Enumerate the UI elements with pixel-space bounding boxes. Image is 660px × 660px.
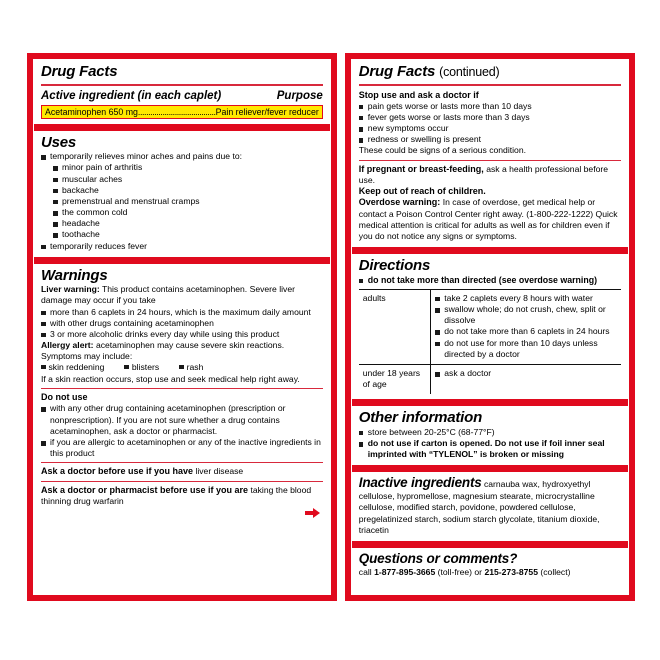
- uses-lead-list: [41, 151, 323, 162]
- ask-doctor-label: Ask a doctor before use if you have: [41, 466, 194, 477]
- list-item: minor pain of arthritis: [53, 162, 323, 173]
- inactive-ingredients-text: carnauba wax, hydroxyethyl cellulose, hypromellose, magnesium stearate, microcrystalline cellulose, modified starch, povidone, powdered cellulose, pregelatinized starch, sodium starch glycolate, titanium dioxide, triacetin: [358, 479, 600, 535]
- square-bullet-icon: [41, 365, 46, 370]
- list-item: ask a doctor: [435, 368, 617, 379]
- minor-instruction-list: [435, 368, 617, 379]
- drug-facts-title: Drug Facts: [358, 63, 436, 80]
- section-divider: [352, 399, 628, 406]
- leader-dots: ......................................: [137, 106, 216, 117]
- section-other-information: [352, 406, 628, 465]
- active-ingredient-heading-row: [41, 90, 323, 103]
- age-group-cell: under 18 years of age: [359, 365, 431, 395]
- section-questions: [352, 548, 628, 594]
- list-item: muscular aches: [53, 174, 323, 185]
- collect-label: (collect): [540, 566, 571, 577]
- directions-lead-list: [359, 275, 621, 286]
- allergy-alert: [41, 340, 323, 362]
- left-panel: [27, 53, 337, 601]
- age-group-cell: adults: [359, 289, 431, 364]
- allergy-symptoms-list: [41, 362, 323, 374]
- list-item: blisters: [131, 362, 160, 373]
- active-ingredient-purpose: Pain reliever/fever reducer: [215, 106, 319, 117]
- right-panel: [345, 53, 635, 601]
- section-warnings: [34, 264, 330, 594]
- ask-doctor-text: liver disease: [195, 466, 244, 477]
- section-divider: [352, 465, 628, 472]
- stop-use-heading: Stop use and ask a doctor if: [358, 89, 479, 100]
- square-bullet-icon: [179, 365, 184, 370]
- pregnancy-text: ask a health professional before use.: [358, 163, 609, 185]
- title-rule: [359, 84, 621, 86]
- pregnancy-line: [359, 164, 621, 186]
- section-divider: [34, 257, 330, 264]
- continuation-arrow-row: [41, 507, 323, 519]
- section-stop-use: [352, 60, 628, 247]
- list-item: premenstrual and menstrual cramps: [53, 196, 323, 207]
- warnings-rule: [41, 388, 323, 389]
- uses-heading: Uses: [41, 133, 77, 151]
- list-item: 3 or more alcoholic drinks every day while using this product: [41, 329, 323, 340]
- keep-out-of-reach: Keep out of reach of children.: [358, 186, 486, 197]
- do-not-use-heading: Do not use: [41, 392, 88, 403]
- pregnancy-label: If pregnant or breast-feeding,: [358, 163, 484, 174]
- ask-pharmacist-text: taking the blood thinning drug warfarin: [41, 484, 312, 506]
- active-ingredient-row: [41, 105, 323, 119]
- liver-warning-list: [41, 307, 323, 341]
- list-item: temporarily reduces fever: [41, 241, 323, 252]
- list-item: take 2 caplets every 8 hours with water: [435, 293, 617, 304]
- toll-free-number[interactable]: 1-877-895-3665: [374, 566, 436, 577]
- list-item: do not use if carton is opened. Do not use if foil inner seal imprinted with “TYLENOL” is broken or missing: [359, 438, 621, 460]
- allergy-alert-label: Allergy alert:: [41, 340, 94, 351]
- section-active-ingredient: [34, 60, 330, 124]
- list-item: rash: [186, 362, 204, 373]
- ask-pharmacist-label: Ask a doctor or pharmacist before use if you are: [41, 484, 249, 495]
- list-item: fever gets worse or lasts more than 3 days: [359, 112, 621, 123]
- table-row: [359, 365, 621, 395]
- list-item: if you are allergic to acetaminophen or any of the inactive ingredients in this product: [41, 437, 323, 459]
- warnings-rule: [41, 462, 323, 463]
- questions-contact-line: [359, 567, 621, 578]
- liver-warning-label: Liver warning:: [41, 284, 100, 295]
- warnings-heading: Warnings: [41, 266, 108, 284]
- continued-label: (continued): [439, 65, 500, 79]
- warnings-rule: [41, 481, 323, 482]
- stop-use-closing: These could be signs of a serious condition.: [358, 145, 526, 156]
- active-ingredient-name: Acetaminophen 650 mg: [45, 106, 138, 117]
- inactive-ingredients-block: [359, 476, 621, 536]
- section-divider: [352, 541, 628, 548]
- uses-list: [53, 162, 323, 240]
- list-item: do not take more than 6 caplets in 24 hours: [435, 326, 617, 337]
- uses-lead: temporarily relieves minor aches and pains due to:: [41, 151, 323, 162]
- list-item: the common cold: [53, 207, 323, 218]
- square-bullet-icon: [124, 365, 129, 370]
- table-row: [359, 289, 621, 364]
- overdose-warning-label: Overdose warning:: [358, 197, 441, 208]
- section-divider: [352, 247, 628, 254]
- section-directions: [352, 254, 628, 399]
- purpose-heading: Purpose: [276, 89, 323, 102]
- uses-trailing-list: [41, 241, 323, 252]
- list-item: with any other drug containing acetaminophen (prescription or nonprescription). If you are not sure whether a drug contains acetaminophen, ask a doctor or pharmacist.: [41, 403, 323, 437]
- list-item: backache: [53, 185, 323, 196]
- do-not-use-list: [41, 403, 323, 459]
- list-item: headache: [53, 218, 323, 229]
- directions-heading: Directions: [358, 257, 431, 275]
- adult-instruction-list: [435, 293, 617, 360]
- dosage-table: [359, 289, 621, 394]
- list-item: do not use for more than 10 days unless directed by a doctor: [435, 338, 617, 360]
- overdose-warning: [359, 197, 621, 242]
- drug-facts-title: Drug Facts: [41, 63, 118, 80]
- stop-use-list: [359, 101, 621, 146]
- list-item: more than 6 caplets in 24 hours, which is the maximum daily amount: [41, 307, 323, 318]
- instructions-cell: [431, 365, 621, 395]
- section-inactive-ingredients: [352, 472, 628, 541]
- section-uses: [34, 131, 330, 257]
- list-item: swallow whole; do not crush, chew, split or dissolve: [435, 304, 617, 326]
- overdose-warning-text: In case of overdose, get medical help or contact a Poison Control Center right away. (1-800-222-1222) Quick medical attention is critical for adults as well as for children even if you do not notice any signs or symptoms.: [358, 197, 618, 241]
- call-label: call: [358, 566, 372, 577]
- toll-free-label: (toll-free) or: [437, 566, 483, 577]
- other-information-heading: Other information: [358, 409, 483, 427]
- allergy-alert-text: acetaminophen may cause severe skin reactions. Symptoms may include:: [41, 340, 285, 362]
- active-ingredient-heading: Active ingredient (in each caplet): [41, 89, 222, 102]
- collect-number[interactable]: 215-273-8755: [484, 566, 538, 577]
- stop-use-rule: [359, 160, 621, 161]
- drug-facts-continued-title: [359, 64, 621, 81]
- list-item: store between 20-25°C (68-77°F): [359, 427, 621, 438]
- ask-doctor-line: [41, 466, 323, 477]
- drug-facts-label: [27, 53, 635, 601]
- title-rule: [41, 84, 323, 86]
- allergy-closing: If a skin reaction occurs, stop use and seek medical help right away.: [41, 374, 300, 385]
- liver-warning: [41, 284, 323, 306]
- other-information-list: [359, 427, 621, 461]
- list-item: toothache: [53, 229, 323, 240]
- list-item: skin reddening: [48, 362, 105, 373]
- ask-pharmacist-line: [41, 485, 323, 507]
- liver-warning-text: This product contains acetaminophen. Severe liver damage may occur if you take: [41, 284, 295, 306]
- section-divider: [34, 124, 330, 131]
- directions-lead: do not take more than directed (see overdose warning): [359, 275, 621, 286]
- instructions-cell: [431, 289, 621, 364]
- list-item: redness or swelling is present: [359, 134, 621, 145]
- list-item: pain gets worse or lasts more than 10 days: [359, 101, 621, 112]
- questions-heading: Questions or comments?: [358, 550, 518, 566]
- list-item: new symptoms occur: [359, 123, 621, 134]
- list-item: with other drugs containing acetaminophen: [41, 318, 323, 329]
- inactive-ingredients-heading: Inactive ingredients: [358, 475, 482, 491]
